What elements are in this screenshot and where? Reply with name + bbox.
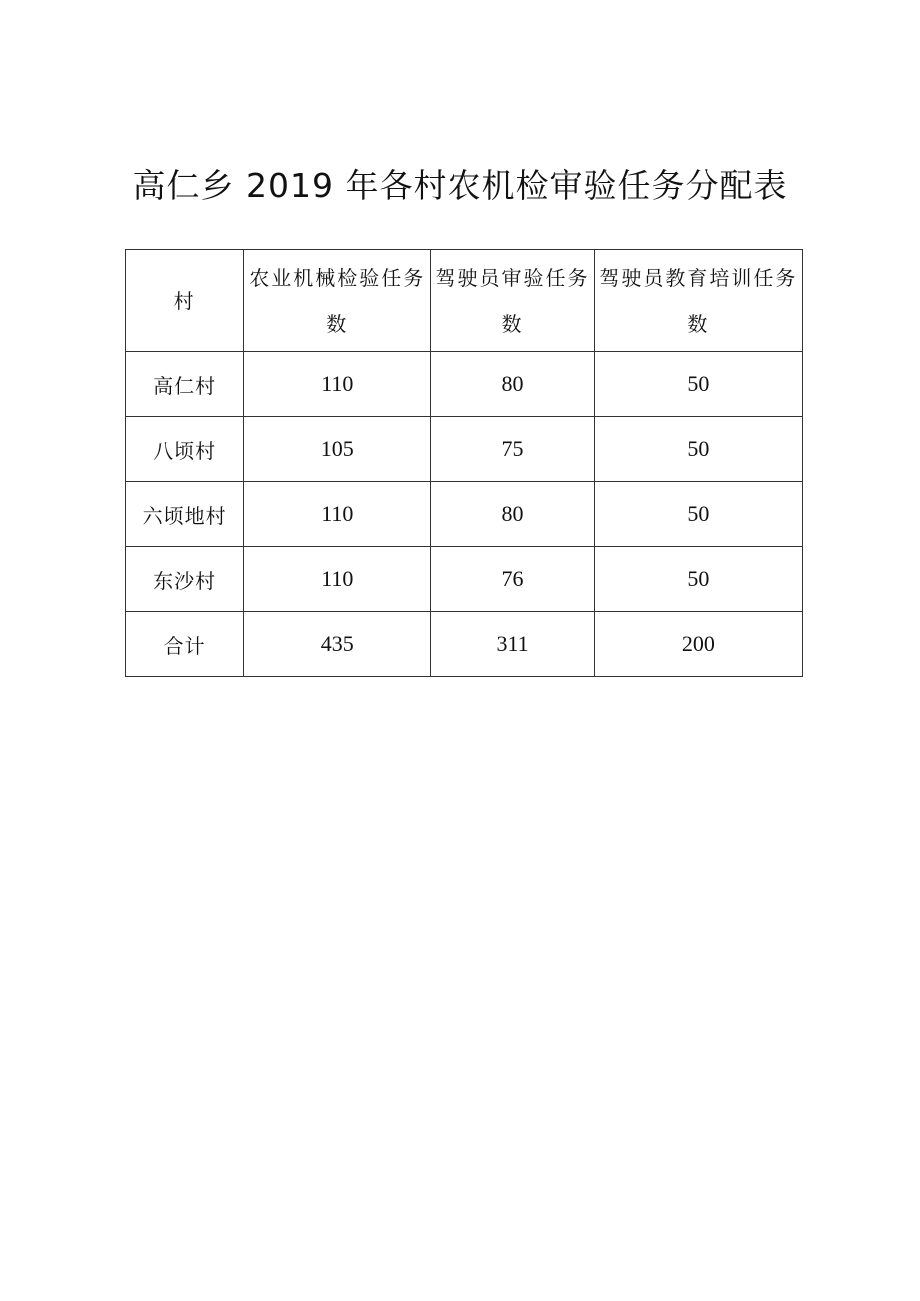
- document-title: 高仁乡 2019 年各村农机检审验任务分配表: [132, 166, 788, 205]
- table-row: [126, 547, 803, 612]
- header-machinery-inspection: 农业机械检验任务数: [244, 250, 431, 352]
- driver-training-cell: 50: [594, 417, 802, 482]
- header-driver-training: 驾驶员教育培训任务数: [594, 250, 802, 352]
- village-cell: 六顷地村: [126, 482, 244, 547]
- driver-review-cell: 80: [431, 352, 594, 417]
- driver-review-total-cell: 311: [431, 612, 594, 677]
- machinery-cell: 110: [244, 352, 431, 417]
- table-total-row: [126, 612, 803, 677]
- driver-review-cell: 76: [431, 547, 594, 612]
- table-row: [126, 482, 803, 547]
- driver-review-cell: 80: [431, 482, 594, 547]
- driver-training-cell: 50: [594, 482, 802, 547]
- driver-training-cell: 50: [594, 352, 802, 417]
- task-allocation-table: [125, 249, 803, 677]
- machinery-total-cell: 435: [244, 612, 431, 677]
- total-label-cell: 合计: [126, 612, 244, 677]
- village-cell: 高仁村: [126, 352, 244, 417]
- machinery-cell: 110: [244, 547, 431, 612]
- driver-training-cell: 50: [594, 547, 802, 612]
- village-cell: 东沙村: [126, 547, 244, 612]
- driver-review-cell: 75: [431, 417, 594, 482]
- header-village: 村: [126, 250, 244, 352]
- table-header-row: [126, 250, 803, 352]
- machinery-cell: 110: [244, 482, 431, 547]
- village-cell: 八顷村: [126, 417, 244, 482]
- header-driver-review: 驾驶员审验任务数: [431, 250, 594, 352]
- table-row: [126, 352, 803, 417]
- driver-training-total-cell: 200: [594, 612, 802, 677]
- table-row: [126, 417, 803, 482]
- machinery-cell: 105: [244, 417, 431, 482]
